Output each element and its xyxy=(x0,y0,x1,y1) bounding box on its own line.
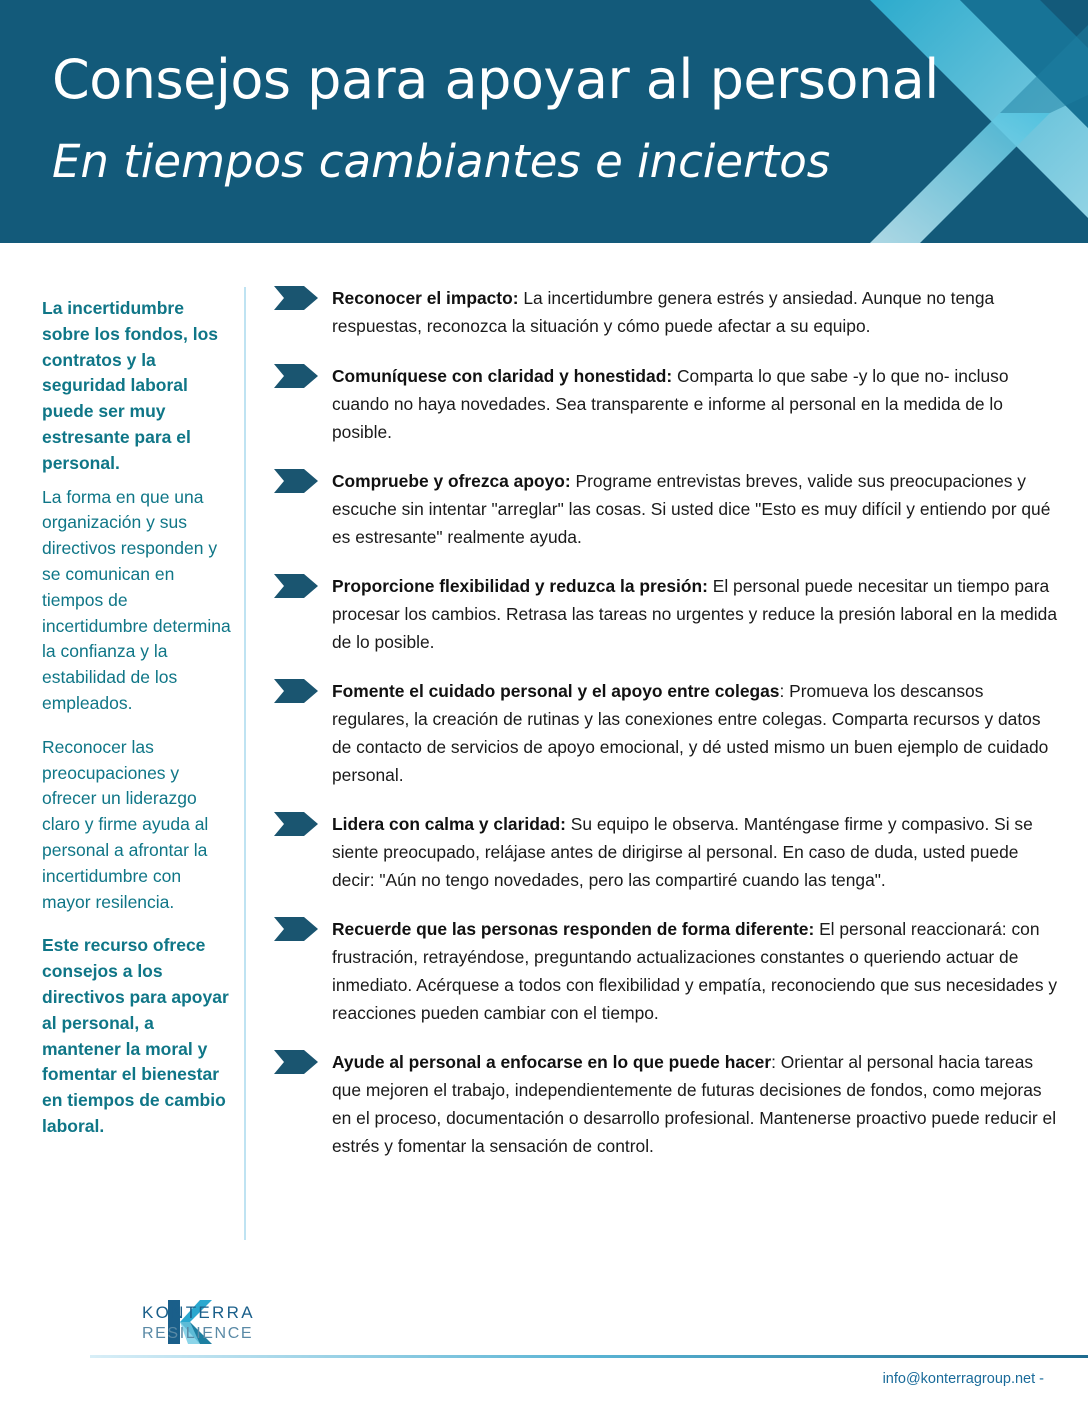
tip-title: Lidera con calma y claridad: xyxy=(332,814,566,834)
page-subtitle: En tiempos cambiantes e inciertos xyxy=(52,135,831,188)
sidebar-paragraph-2: La forma en que una organización y sus directivos responden y se comunican en tiempos de incertidumbre determina la confianza y la estabilidad de los empleados. xyxy=(42,486,231,713)
page-title: Consejos para apoyar al personal xyxy=(52,48,939,111)
tip-text: El personal puede necesitar un tiempo para procesar los cambios. Retrasa las tareas no urgentes y reduce la presión laboral en la medida de lo posible. xyxy=(332,576,1057,652)
tip-title: Proporcione flexibilidad y reduzca la presión: xyxy=(332,576,708,596)
tip-title: Reconocer el impacto: xyxy=(332,288,519,308)
tip-item xyxy=(272,915,1062,1027)
tip-item xyxy=(272,677,1062,789)
logo-name: KONTERRA xyxy=(142,1303,255,1322)
ribbon-decoration xyxy=(0,0,1088,243)
tip-title: Compruebe y ofrezca apoyo: xyxy=(332,471,571,491)
tip-text: : Promueva los descansos regulares, la creación de rutinas y las conexiones entre colegas. Comparta recursos y datos de contacto de servicios de apoyo emocional, y dé usted mismo un buen ejemplo de cuidado personal. xyxy=(332,681,1049,785)
tip-text: Programe entrevistas breves, valide sus preocupaciones y escuche sin intentar "arreglar" las cosas. Si usted dice "Esto es muy difícil y entiendo por qué es estresante" realmente ayuda. xyxy=(332,471,1051,547)
tip-text: Su equipo le observa. Manténgase firme y compasivo. Si se siente preocupado, relájase antes de dirigirse al personal. En caso de duda, usted puede decir: "Aún no tengo novedades, pero las compartiré cuando las tenga". xyxy=(332,814,1033,890)
tip-item xyxy=(272,810,1062,894)
tip-item xyxy=(272,284,1062,340)
chevron-arrow-icon xyxy=(274,574,318,598)
sidebar-paragraph-4: Este recurso ofrece consejos a los directivos para apoyar al personal, a mantener la moral y fomentar el bienestar en tiempos de cambio laboral. xyxy=(42,935,229,1136)
tip-text: Comparta lo que sabe -y lo que no- incluso cuando no haya novedades. Sea transparente e informe al personal en la medida de lo posible. xyxy=(332,366,1009,442)
divider-line xyxy=(244,287,246,1240)
tip-text: : Orientar al personal hacia tareas que mejoren el trabajo, independientemente de futuras decisiones de fondos, como mejoras en el proceso, documentación o desarrollo profesional. Mantenerse proactivo puede reducir el estrés y fomentar la sensación de control. xyxy=(332,1052,1057,1156)
footer-email-link[interactable]: info@konterragroup.net - xyxy=(882,1371,1044,1387)
tip-item xyxy=(272,1048,1062,1160)
tip-item xyxy=(272,362,1062,446)
sidebar-paragraph-1: La incertidumbre sobre los fondos, los contratos y la seguridad laboral puede ser muy estresante para el personal. xyxy=(42,298,218,473)
chevron-arrow-icon xyxy=(274,1050,318,1074)
tip-item xyxy=(272,467,1062,551)
tip-title: Comuníquese con claridad y honestidad: xyxy=(332,366,673,386)
tips-list xyxy=(272,284,1062,1160)
chevron-arrow-icon xyxy=(274,917,318,941)
tip-text: El personal reaccionará: con frustración, retrayéndose, preguntando actualizaciones constantes o queriendo actuar de inmediato. Acérquese a todos con flexibilidad y empatía, reconociendo que sus necesidades y reacciones pueden cambiar con el tiempo. xyxy=(332,919,1058,1023)
tip-title: Ayude al personal a enfocarse en lo que puede hacer xyxy=(332,1052,772,1072)
header-banner xyxy=(0,0,1088,243)
tip-title: Recuerde que las personas responden de forma diferente: xyxy=(332,919,815,939)
footer-divider xyxy=(90,1355,1088,1358)
chevron-arrow-icon xyxy=(274,812,318,836)
tip-text: La incertidumbre genera estrés y ansiedad. Aunque no tenga respuestas, reconozca la situación y cómo puede afectar a su equipo. xyxy=(332,288,995,336)
chevron-arrow-icon xyxy=(274,469,318,493)
chevron-arrow-icon xyxy=(274,679,318,703)
chevron-arrow-icon xyxy=(274,286,318,310)
sidebar-intro xyxy=(42,296,234,1140)
tip-title: Fomente el cuidado personal y el apoyo entre colegas xyxy=(332,681,780,701)
chevron-arrow-icon xyxy=(274,364,318,388)
logo-subtitle: RESILIENCE xyxy=(142,1325,254,1342)
tip-item xyxy=(272,572,1062,656)
sidebar-paragraph-3: Reconocer las preocupaciones y ofrecer un liderazgo claro y firme ayuda al personal a afrontar la incertidumbre con mayor resilencia. xyxy=(42,736,209,912)
